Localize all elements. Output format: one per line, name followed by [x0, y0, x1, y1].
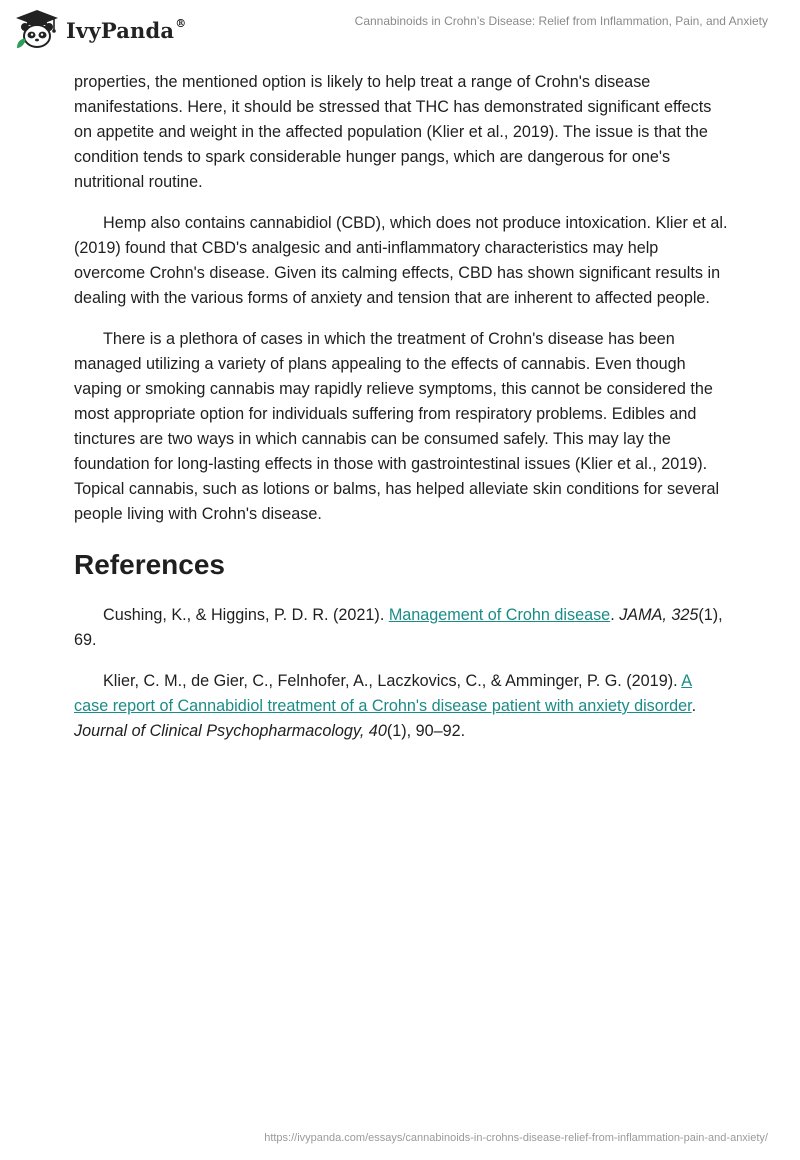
- reference-journal: Journal of Clinical Psychopharmacology, 40: [74, 722, 387, 740]
- body-paragraph: Hemp also contains cannabidiol (CBD), which does not produce intoxication. Klier et al. (2019) found that CBD's analgesic and anti-inflammatory characteristics may help overcome Crohn's disease. Given its calming effects, CBD has shown significant results in dealing with the various forms of anxiety and tension that are inherent to affected people.: [74, 214, 728, 307]
- reference-journal: JAMA, 325: [619, 606, 699, 624]
- reference-authors: Klier, C. M., de Gier, C., Felnhofer, A., Laczkovics, C., & Amminger, P. G. (2019).: [103, 672, 682, 690]
- references-heading: References: [74, 549, 225, 580]
- reference-authors: Cushing, K., & Higgins, P. D. R. (2021).: [103, 606, 389, 624]
- page-header: [0, 0, 800, 60]
- brand-name: IvyPanda®: [66, 16, 187, 43]
- panda-graduate-icon: [14, 8, 60, 50]
- reference-item: Cushing, K., & Higgins, P. D. R. (2021). Management of Crohn disease. JAMA, 325(1), 69.: [74, 606, 723, 649]
- ivypanda-logo[interactable]: [14, 8, 186, 50]
- footer-url[interactable]: https://ivypanda.com/essays/cannabinoids-in-crohns-disease-relief-from-inflammation-pain-and-anxiety/: [264, 1132, 768, 1144]
- body-paragraph: There is a plethora of cases in which the treatment of Crohn's disease has been managed utilizing a variety of plans appealing to the effects of cannabis. Even though vaping or smoking cannabis may rapidly relieve symptoms, this cannot be considered the most appropriate option for individuals suffering from respiratory problems. Edibles and tinctures are two ways in which cannabis can be consumed safely. This may lay the foundation for long-lasting effects in those with gastrointestinal issues (Klier et al., 2019). Topical cannabis, such as lotions or balms, has helped alleviate skin conditions for several people living with Crohn's disease.: [74, 330, 720, 523]
- document-title: Cannabinoids in Crohn’s Disease: Relief from Inflammation, Pain, and Anxiety: [354, 14, 768, 28]
- body-paragraph: properties, the mentioned option is likely to help treat a range of Crohn's disease manifestations. Here, it should be stressed that THC has demonstrated significant effects on appetite and weight in the affected population (Klier et al., 2019). The issue is that the condition tends to spark considerable hunger pangs, which are dangerous for one's nutritional routine.: [74, 73, 712, 191]
- essay-content: [74, 70, 728, 760]
- reference-link[interactable]: A case report of Cannabidiol treatment of a Crohn's disease patient with anxiety disorder: [74, 672, 692, 715]
- reference-link[interactable]: Management of Crohn disease: [388, 606, 611, 624]
- reference-item: Klier, C. M., de Gier, C., Felnhofer, A., Laczkovics, C., & Amminger, P. G. (2019). A case report of Cannabidiol treatment of a Crohn's disease patient with anxiety disorder. Journal of Clinical Psychopharmacology, 40(1), 90–92.: [74, 672, 697, 740]
